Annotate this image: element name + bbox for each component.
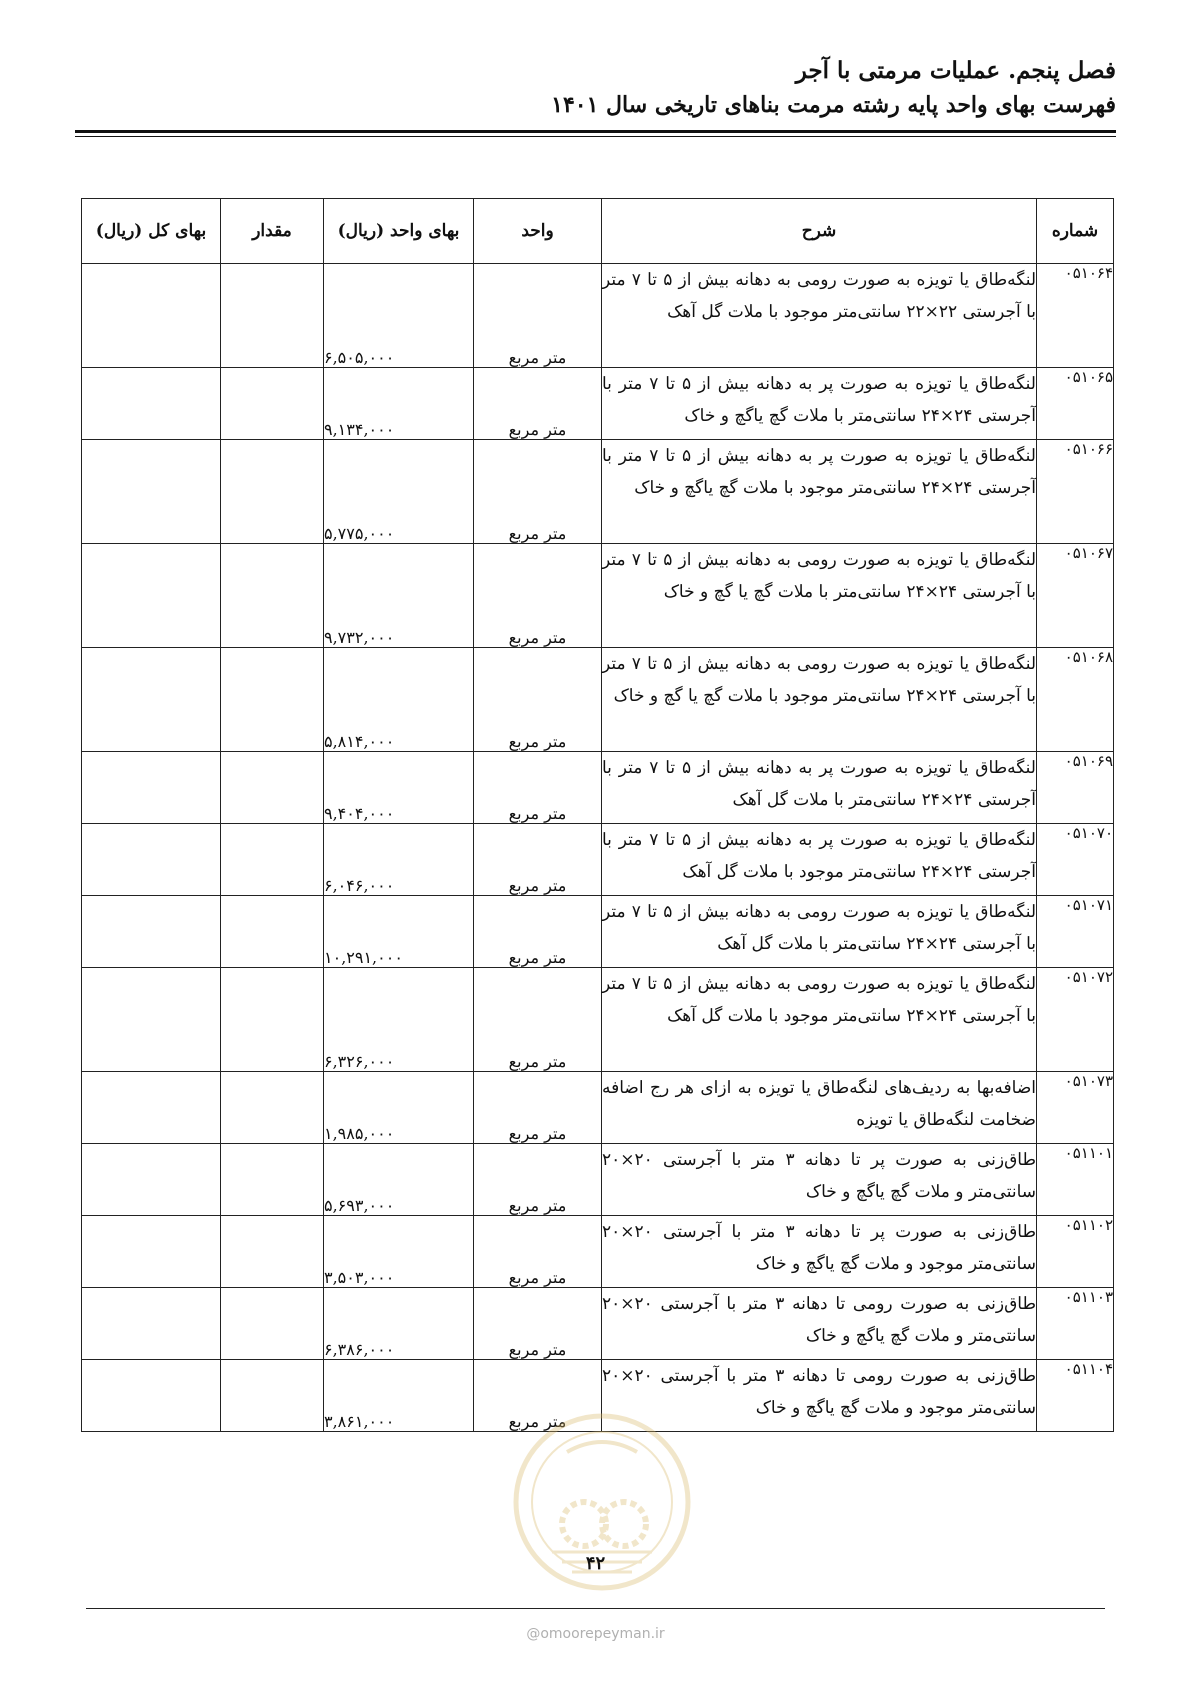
table-row xyxy=(82,1072,1114,1144)
header-rule-thin xyxy=(75,136,1116,137)
item-total-price xyxy=(82,752,221,824)
column-header-quantity: مقدار xyxy=(221,199,324,264)
item-unit-price: ۹,۴۰۴,۰۰۰ xyxy=(324,752,474,824)
item-quantity xyxy=(221,1144,324,1216)
item-quantity xyxy=(221,1288,324,1360)
footer-rule xyxy=(86,1608,1105,1609)
item-code: ۰۵۱۰۶۶ xyxy=(1037,440,1114,544)
item-quantity xyxy=(221,648,324,752)
item-code: ۰۵۱۱۰۴ xyxy=(1037,1360,1114,1432)
column-header-description: شرح xyxy=(602,199,1037,264)
item-unit: متر مربع xyxy=(474,1216,602,1288)
item-unit: متر مربع xyxy=(474,896,602,968)
item-total-price xyxy=(82,896,221,968)
page-number: ۴۲ xyxy=(585,1553,606,1574)
item-total-price xyxy=(82,1072,221,1144)
item-quantity xyxy=(221,1216,324,1288)
item-description: لنگه‌طاق یا تویزه به صورت رومی به دهانه بیش از ۵ تا ۷ متر با آجرستی ۲۴×۲۴ سانتی‌متر با ملات گل آهک xyxy=(602,896,1037,968)
item-unit-price: ۶,۵۰۵,۰۰۰ xyxy=(324,264,474,368)
item-description: لنگه‌طاق یا تویزه به صورت پر به دهانه بیش از ۵ تا ۷ متر با آجرستی ۲۴×۲۴ سانتی‌متر موجود با ملات گچ یاگچ و خاک xyxy=(602,440,1037,544)
item-unit: متر مربع xyxy=(474,752,602,824)
item-total-price xyxy=(82,1360,221,1432)
item-total-price xyxy=(82,968,221,1072)
table-body xyxy=(82,264,1114,1432)
item-quantity xyxy=(221,544,324,648)
column-header-total-price: بهای کل (ریال) xyxy=(82,199,221,264)
table-row xyxy=(82,968,1114,1072)
item-quantity xyxy=(221,968,324,1072)
item-total-price xyxy=(82,368,221,440)
item-description: لنگه‌طاق یا تویزه به صورت رومی به دهانه بیش از ۵ تا ۷ متر با آجرستی ۲۴×۲۴ سانتی‌متر موجود با ملات گل آهک xyxy=(602,968,1037,1072)
item-total-price xyxy=(82,824,221,896)
item-total-price xyxy=(82,1288,221,1360)
item-unit-price: ۶,۳۲۶,۰۰۰ xyxy=(324,968,474,1072)
item-description: لنگه‌طاق یا تویزه به صورت پر به دهانه بیش از ۵ تا ۷ متر با آجرستی ۲۴×۲۴ سانتی‌متر با ملات گل آهک xyxy=(602,752,1037,824)
page-header xyxy=(75,54,1116,122)
item-quantity xyxy=(221,824,324,896)
item-code: ۰۵۱۱۰۳ xyxy=(1037,1288,1114,1360)
item-unit: متر مربع xyxy=(474,368,602,440)
item-total-price xyxy=(82,544,221,648)
table-row xyxy=(82,752,1114,824)
item-code: ۰۵۱۰۶۷ xyxy=(1037,544,1114,648)
column-header-code: شماره xyxy=(1037,199,1114,264)
item-total-price xyxy=(82,1216,221,1288)
header-rule-thick xyxy=(75,130,1116,133)
item-code: ۰۵۱۰۷۳ xyxy=(1037,1072,1114,1144)
table-row xyxy=(82,1216,1114,1288)
price-table xyxy=(81,198,1114,1432)
column-header-unit: واحد xyxy=(474,199,602,264)
item-quantity xyxy=(221,1072,324,1144)
item-total-price xyxy=(82,264,221,368)
item-unit-price: ۳,۵۰۳,۰۰۰ xyxy=(324,1216,474,1288)
item-code: ۰۵۱۰۷۲ xyxy=(1037,968,1114,1072)
item-description: لنگه‌طاق یا تویزه به صورت پر به دهانه بیش از ۵ تا ۷ متر با آجرستی ۲۴×۲۴ سانتی‌متر با ملات گچ یاگچ و خاک xyxy=(602,368,1037,440)
item-code: ۰۵۱۰۷۰ xyxy=(1037,824,1114,896)
item-unit: متر مربع xyxy=(474,440,602,544)
item-unit-price: ۱,۹۸۵,۰۰۰ xyxy=(324,1072,474,1144)
item-unit-price: ۹,۷۳۲,۰۰۰ xyxy=(324,544,474,648)
item-unit: متر مربع xyxy=(474,1360,602,1432)
item-unit-price: ۵,۶۹۳,۰۰۰ xyxy=(324,1144,474,1216)
site-link[interactable]: @omoorepeyman.ir xyxy=(526,1626,665,1642)
item-description: طاق‌زنی به صورت رومی تا دهانه ۳ متر با آجرستی ۲۰×۲۰ سانتی‌متر موجود و ملات گچ یاگچ و خاک xyxy=(602,1360,1037,1432)
item-unit-price: ۵,۷۷۵,۰۰۰ xyxy=(324,440,474,544)
item-total-price xyxy=(82,440,221,544)
table-row xyxy=(82,440,1114,544)
table-row xyxy=(82,896,1114,968)
item-unit: متر مربع xyxy=(474,1288,602,1360)
item-description: طاق‌زنی به صورت پر تا دهانه ۳ متر با آجرستی ۲۰×۲۰ سانتی‌متر موجود و ملات گچ یاگچ و خاک xyxy=(602,1216,1037,1288)
item-unit-price: ۹,۱۳۴,۰۰۰ xyxy=(324,368,474,440)
item-unit: متر مربع xyxy=(474,544,602,648)
item-description: طاق‌زنی به صورت پر تا دهانه ۳ متر با آجرستی ۲۰×۲۰ سانتی‌متر و ملات گچ یاگچ و خاک xyxy=(602,1144,1037,1216)
item-quantity xyxy=(221,440,324,544)
table-row xyxy=(82,824,1114,896)
item-unit: متر مربع xyxy=(474,1072,602,1144)
item-unit: متر مربع xyxy=(474,824,602,896)
item-code: ۰۵۱۰۶۹ xyxy=(1037,752,1114,824)
item-quantity xyxy=(221,1360,324,1432)
table-row xyxy=(82,544,1114,648)
table-row xyxy=(82,264,1114,368)
table-header-row xyxy=(82,199,1114,264)
item-quantity xyxy=(221,896,324,968)
item-total-price xyxy=(82,648,221,752)
chapter-title: فصل پنجم. عملیات مرمتی با آجر xyxy=(795,57,1116,84)
item-unit-price: ۳,۸۶۱,۰۰۰ xyxy=(324,1360,474,1432)
item-description: لنگه‌طاق یا تویزه به صورت رومی به دهانه بیش از ۵ تا ۷ متر با آجرستی ۲۲×۲۲ سانتی‌متر موجود با ملات گل آهک xyxy=(602,264,1037,368)
document-subtitle: فهرست بهای واحد پایه رشته مرمت بناهای تاریخی سال ۱۴۰۱ xyxy=(551,92,1116,118)
item-quantity xyxy=(221,264,324,368)
item-code: ۰۵۱۰۷۱ xyxy=(1037,896,1114,968)
item-unit-price: ۶,۰۴۶,۰۰۰ xyxy=(324,824,474,896)
item-unit-price: ۵,۸۱۴,۰۰۰ xyxy=(324,648,474,752)
item-unit-price: ۱۰,۲۹۱,۰۰۰ xyxy=(324,896,474,968)
item-description: اضافه‌بها به ردیف‌های لنگه‌طاق یا تویزه به ازای هر رج اضافه ضخامت لنگه‌طاق یا تویزه xyxy=(602,1072,1037,1144)
item-code: ۰۵۱۰۶۴ xyxy=(1037,264,1114,368)
item-unit: متر مربع xyxy=(474,264,602,368)
item-code: ۰۵۱۱۰۲ xyxy=(1037,1216,1114,1288)
item-code: ۰۵۱۱۰۱ xyxy=(1037,1144,1114,1216)
table-row xyxy=(82,1288,1114,1360)
column-header-unit-price: بهای واحد (ریال) xyxy=(324,199,474,264)
item-unit: متر مربع xyxy=(474,1144,602,1216)
item-unit-price: ۶,۳۸۶,۰۰۰ xyxy=(324,1288,474,1360)
table-row xyxy=(82,1360,1114,1432)
table-row xyxy=(82,648,1114,752)
table-row xyxy=(82,1144,1114,1216)
item-unit: متر مربع xyxy=(474,648,602,752)
table-row xyxy=(82,368,1114,440)
item-description: لنگه‌طاق یا تویزه به صورت رومی به دهانه بیش از ۵ تا ۷ متر با آجرستی ۲۴×۲۴ سانتی‌متر موجود با ملات گچ یا گچ و خاک xyxy=(602,648,1037,752)
item-code: ۰۵۱۰۶۵ xyxy=(1037,368,1114,440)
item-description: طاق‌زنی به صورت رومی تا دهانه ۳ متر با آجرستی ۲۰×۲۰ سانتی‌متر و ملات گچ یاگچ و خاک xyxy=(602,1288,1037,1360)
item-quantity xyxy=(221,368,324,440)
item-quantity xyxy=(221,752,324,824)
item-total-price xyxy=(82,1144,221,1216)
item-unit: متر مربع xyxy=(474,968,602,1072)
item-description: لنگه‌طاق یا تویزه به صورت پر به دهانه بیش از ۵ تا ۷ متر با آجرستی ۲۴×۲۴ سانتی‌متر موجود با ملات گل آهک xyxy=(602,824,1037,896)
item-code: ۰۵۱۰۶۸ xyxy=(1037,648,1114,752)
item-description: لنگه‌طاق یا تویزه به صورت رومی به دهانه بیش از ۵ تا ۷ متر با آجرستی ۲۴×۲۴ سانتی‌متر با ملات گچ یا گچ و خاک xyxy=(602,544,1037,648)
